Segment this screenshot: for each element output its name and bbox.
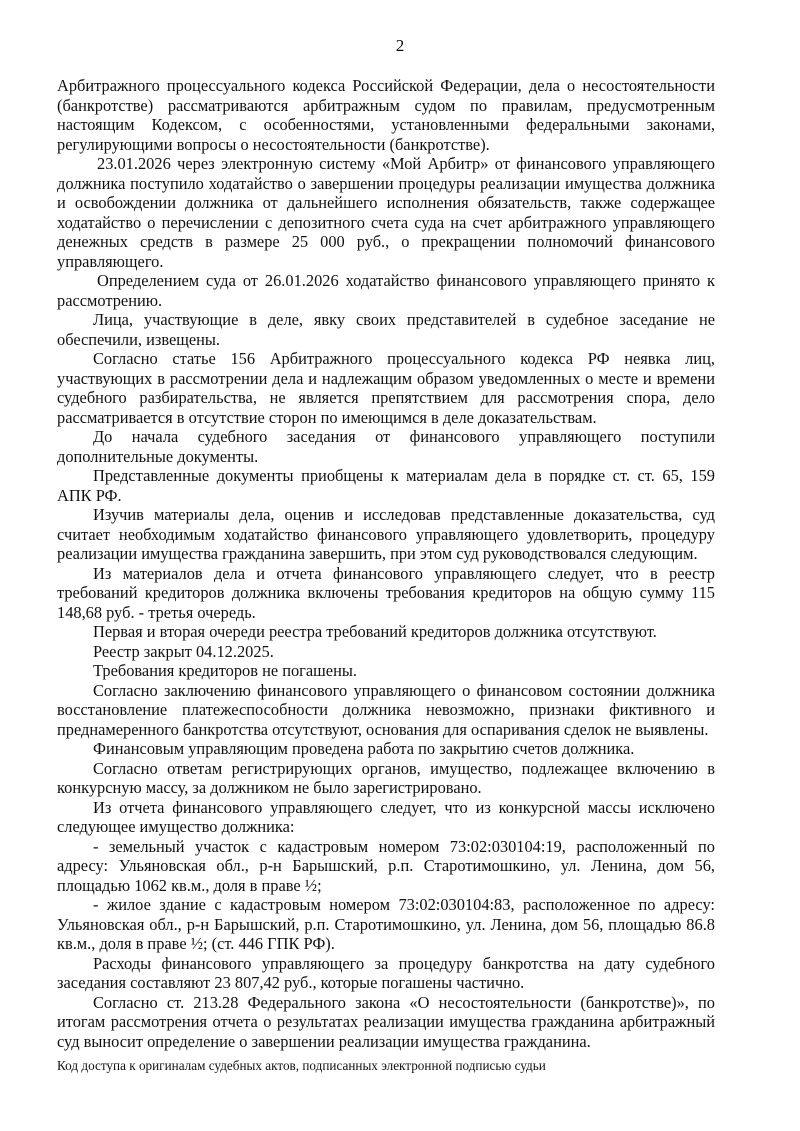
paragraph-accounts-closed: Финансовым управляющим проведена работа по закрытию счетов должника. — [93, 739, 635, 758]
paragraph-first-second-queue: Первая и вторая очереди реестра требований кредиторов должника отсутствуют. — [93, 622, 657, 641]
paragraph-claims-unpaid: Требования кредиторов не погашены. — [93, 661, 357, 680]
paragraph-motion-received: 23.01.2026 через электронную систему «Мой Арбитр» от финансового управляющего должника поступило ходатайство о завершении процедуры реализации имущества должника и освобождении должника от дальнейшего исполнения обязательств, также содержащее ходатайство о перечислении с депозитного счета суда на счет арбитражного управляющего денежных средств в размере 25 000 руб., о прекращении полномочий финансового управляющего. — [57, 154, 715, 271]
paragraph-creditor-register: Из материалов дела и отчета финансового управляющего следует, что в реестр требований кредиторов должника включены требования кредиторов на общую сумму 115 148,68 руб. - третья очередь. — [57, 563, 715, 622]
paragraph-excluded-property: Из отчета финансового управляющего следует, что из конкурсной массы исключено следующее имущество должника: — [57, 797, 715, 836]
paragraph-additional-documents: До начала судебного заседания от финансового управляющего поступили дополнительные документы. — [57, 427, 715, 466]
paragraph-court-acceptance: Определением суда от 26.01.2026 ходатайство финансового управляющего принято к рассмотрению. — [57, 271, 715, 310]
paragraph-court-decision: Изучив материалы дела, оценив и исследовав представленные доказательства, суд считает необходимым ходатайство финансового управляющего удовлетворить, процедуру реализации имущества гражданина завершить, при этом суд руководствовался следующим. — [57, 505, 715, 563]
paragraph-article-156: Согласно статье 156 Арбитражного процессуального кодекса РФ неявка лиц, участвующих в рассмотрении дела и надлежащим образом уведомленных о месте и времени судебного разбирательства, не является препятствием для рассмотрения спора, дело рассматривается в отсутствие сторон по имеющимся в деле доказательствам. — [57, 349, 715, 427]
page-number: 2 — [395, 36, 405, 55]
paragraph-manager-expenses: Расходы финансового управляющего за процедуру банкротства на дату судебного заседания составляют 23 807,42 руб., которые погашены частично. — [57, 953, 715, 992]
paragraph-article-213-28: Согласно ст. 213.28 Федерального закона «О несостоятельности (банкротстве)», по итогам рассмотрения отчета о результатах реализации имущества гражданина арбитражный суд выносит определение о завершении реализации имущества гражданина. — [57, 992, 715, 1051]
list-item-land-plot: - земельный участок с кадастровым номером 73:02:030104:19, расположенный по адресу: Ульяновская обл., р-н Барышский, р.п. Старотимошкино, ул. Ленина, дом 56, площадью 1062 кв.м., доля в праве ½; — [57, 836, 715, 895]
access-code-footer: Код доступа к оригиналам судебных актов, подписанных электронной подписью судьи — [57, 1058, 546, 1073]
paragraph-documents-attached: Представленные документы приобщены к материалам дела в порядке ст. ст. 65, 159 АПК РФ. — [57, 466, 715, 505]
paragraph-continuation: Арбитражного процессуального кодекса Российской Федерации, дела о несостоятельности (банкротстве) рассматриваются арбитражным судом по правилам, предусмотренным настоящим Кодексом, с особенностями, установленными федеральными законами, регулирующими вопросы о несостоятельности (банкротстве). — [57, 76, 715, 154]
paragraph-parties-absent: Лица, участвующие в деле, явку своих представителей в судебное заседание не обеспечили, извещены. — [57, 310, 715, 349]
list-item-residential-building: - жилое здание с кадастровым номером 73:02:030104:83, расположенное по адресу: Ульяновская обл., р-н Барышский, р.п. Старотимошкино, ул. Ленина, дом 56, площадью 86.8 кв.м., доля в праве ½; (ст. 446 ГПК РФ). — [57, 895, 715, 953]
document-body — [57, 76, 715, 1051]
paragraph-register-closed: Реестр закрыт 04.12.2025. — [93, 641, 274, 661]
paragraph-financial-conclusion: Согласно заключению финансового управляющего о финансовом состоянии должника восстановление платежеспособности должника невозможно, признаки фиктивного и преднамеренного банкротства отсутствуют, основания для оспаривания сделок не выявлены. — [57, 680, 715, 739]
paragraph-registry-responses: Согласно ответам регистрирующих органов, имущество, подлежащее включению в конкурсную массу, за должником не было зарегистрировано. — [57, 758, 715, 797]
